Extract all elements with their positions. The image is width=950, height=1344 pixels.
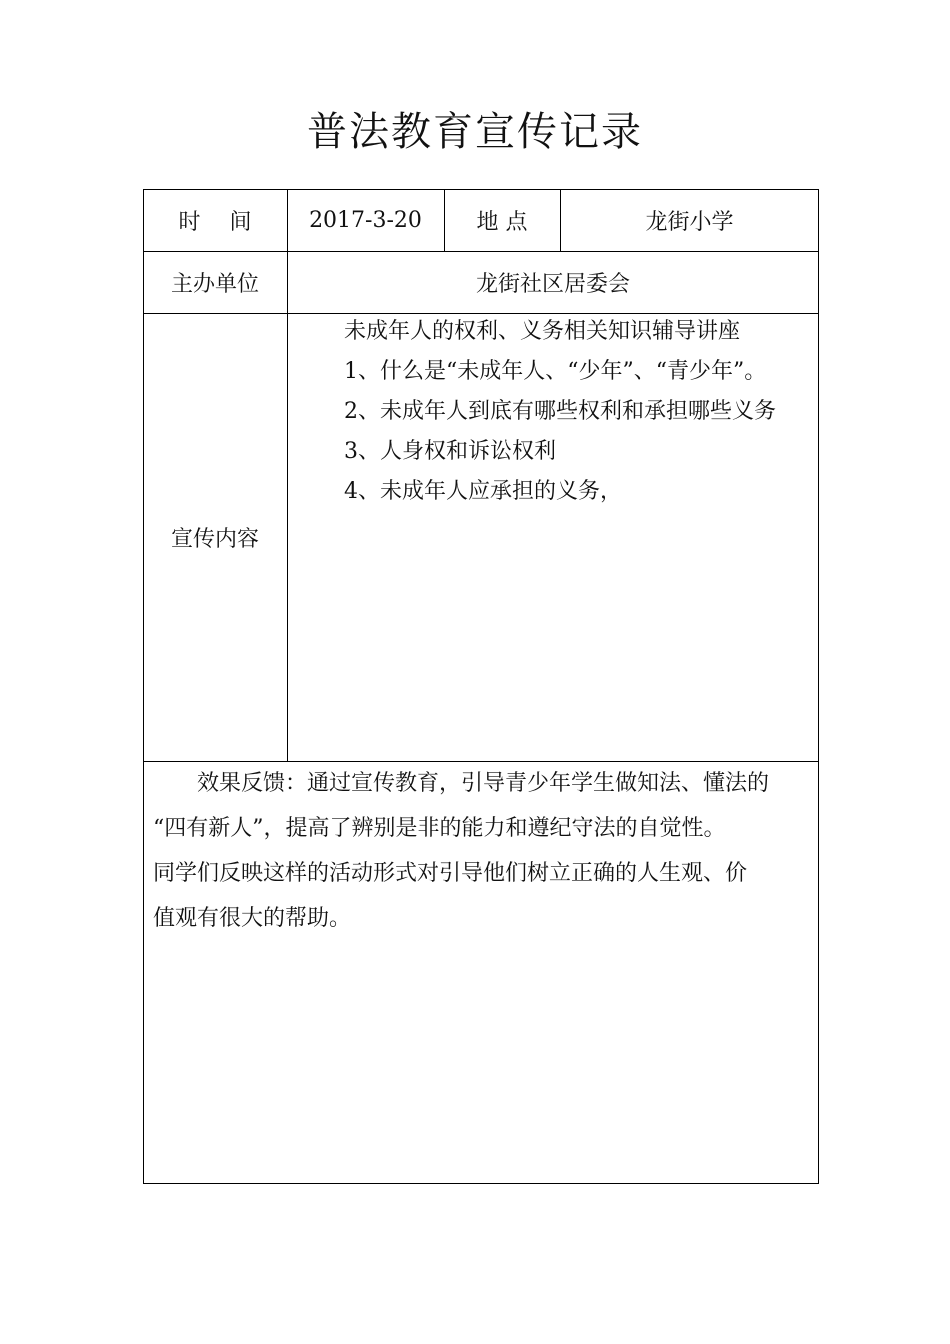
feedback-line: 值观有很大的帮助。 (153, 906, 352, 931)
row-divider-3 (143, 761, 819, 762)
content-line: 4、未成年人应承担的义务， (344, 479, 622, 504)
feedback-line: 效果反馈：通过宣传教育，引导青少年学生做知法、懂法的 (197, 771, 770, 796)
time-value: 2017-3-20 (309, 207, 422, 233)
content-line: 2、未成年人到底有哪些权利和承担哪些义务 (344, 399, 776, 424)
document-title: 普法教育宣传记录 (307, 109, 643, 155)
organizer-value: 龙街社区居委会 (475, 271, 630, 297)
feedback-line: 同学们反映这样的活动形式对引导他们树立正确的人生观、价 (153, 861, 748, 886)
time-label: 时 间 (178, 209, 252, 235)
place-label: 地 点 (476, 209, 528, 235)
place-value: 龙街小学 (645, 209, 734, 235)
content-line: 3、人身权和诉讼权利 (344, 439, 556, 464)
feedback-line: “四有新人”，提高了辨别是非的能力和遵纪守法的自觉性。 (153, 816, 726, 841)
content-label: 宣传内容 (170, 526, 259, 552)
organizer-label: 主办单位 (170, 271, 259, 297)
content-line: 未成年人的权利、义务相关知识辅导讲座 (344, 319, 741, 344)
content-line: 1、什么是“未成年人、“少年”、“青少年”。 (344, 359, 767, 384)
